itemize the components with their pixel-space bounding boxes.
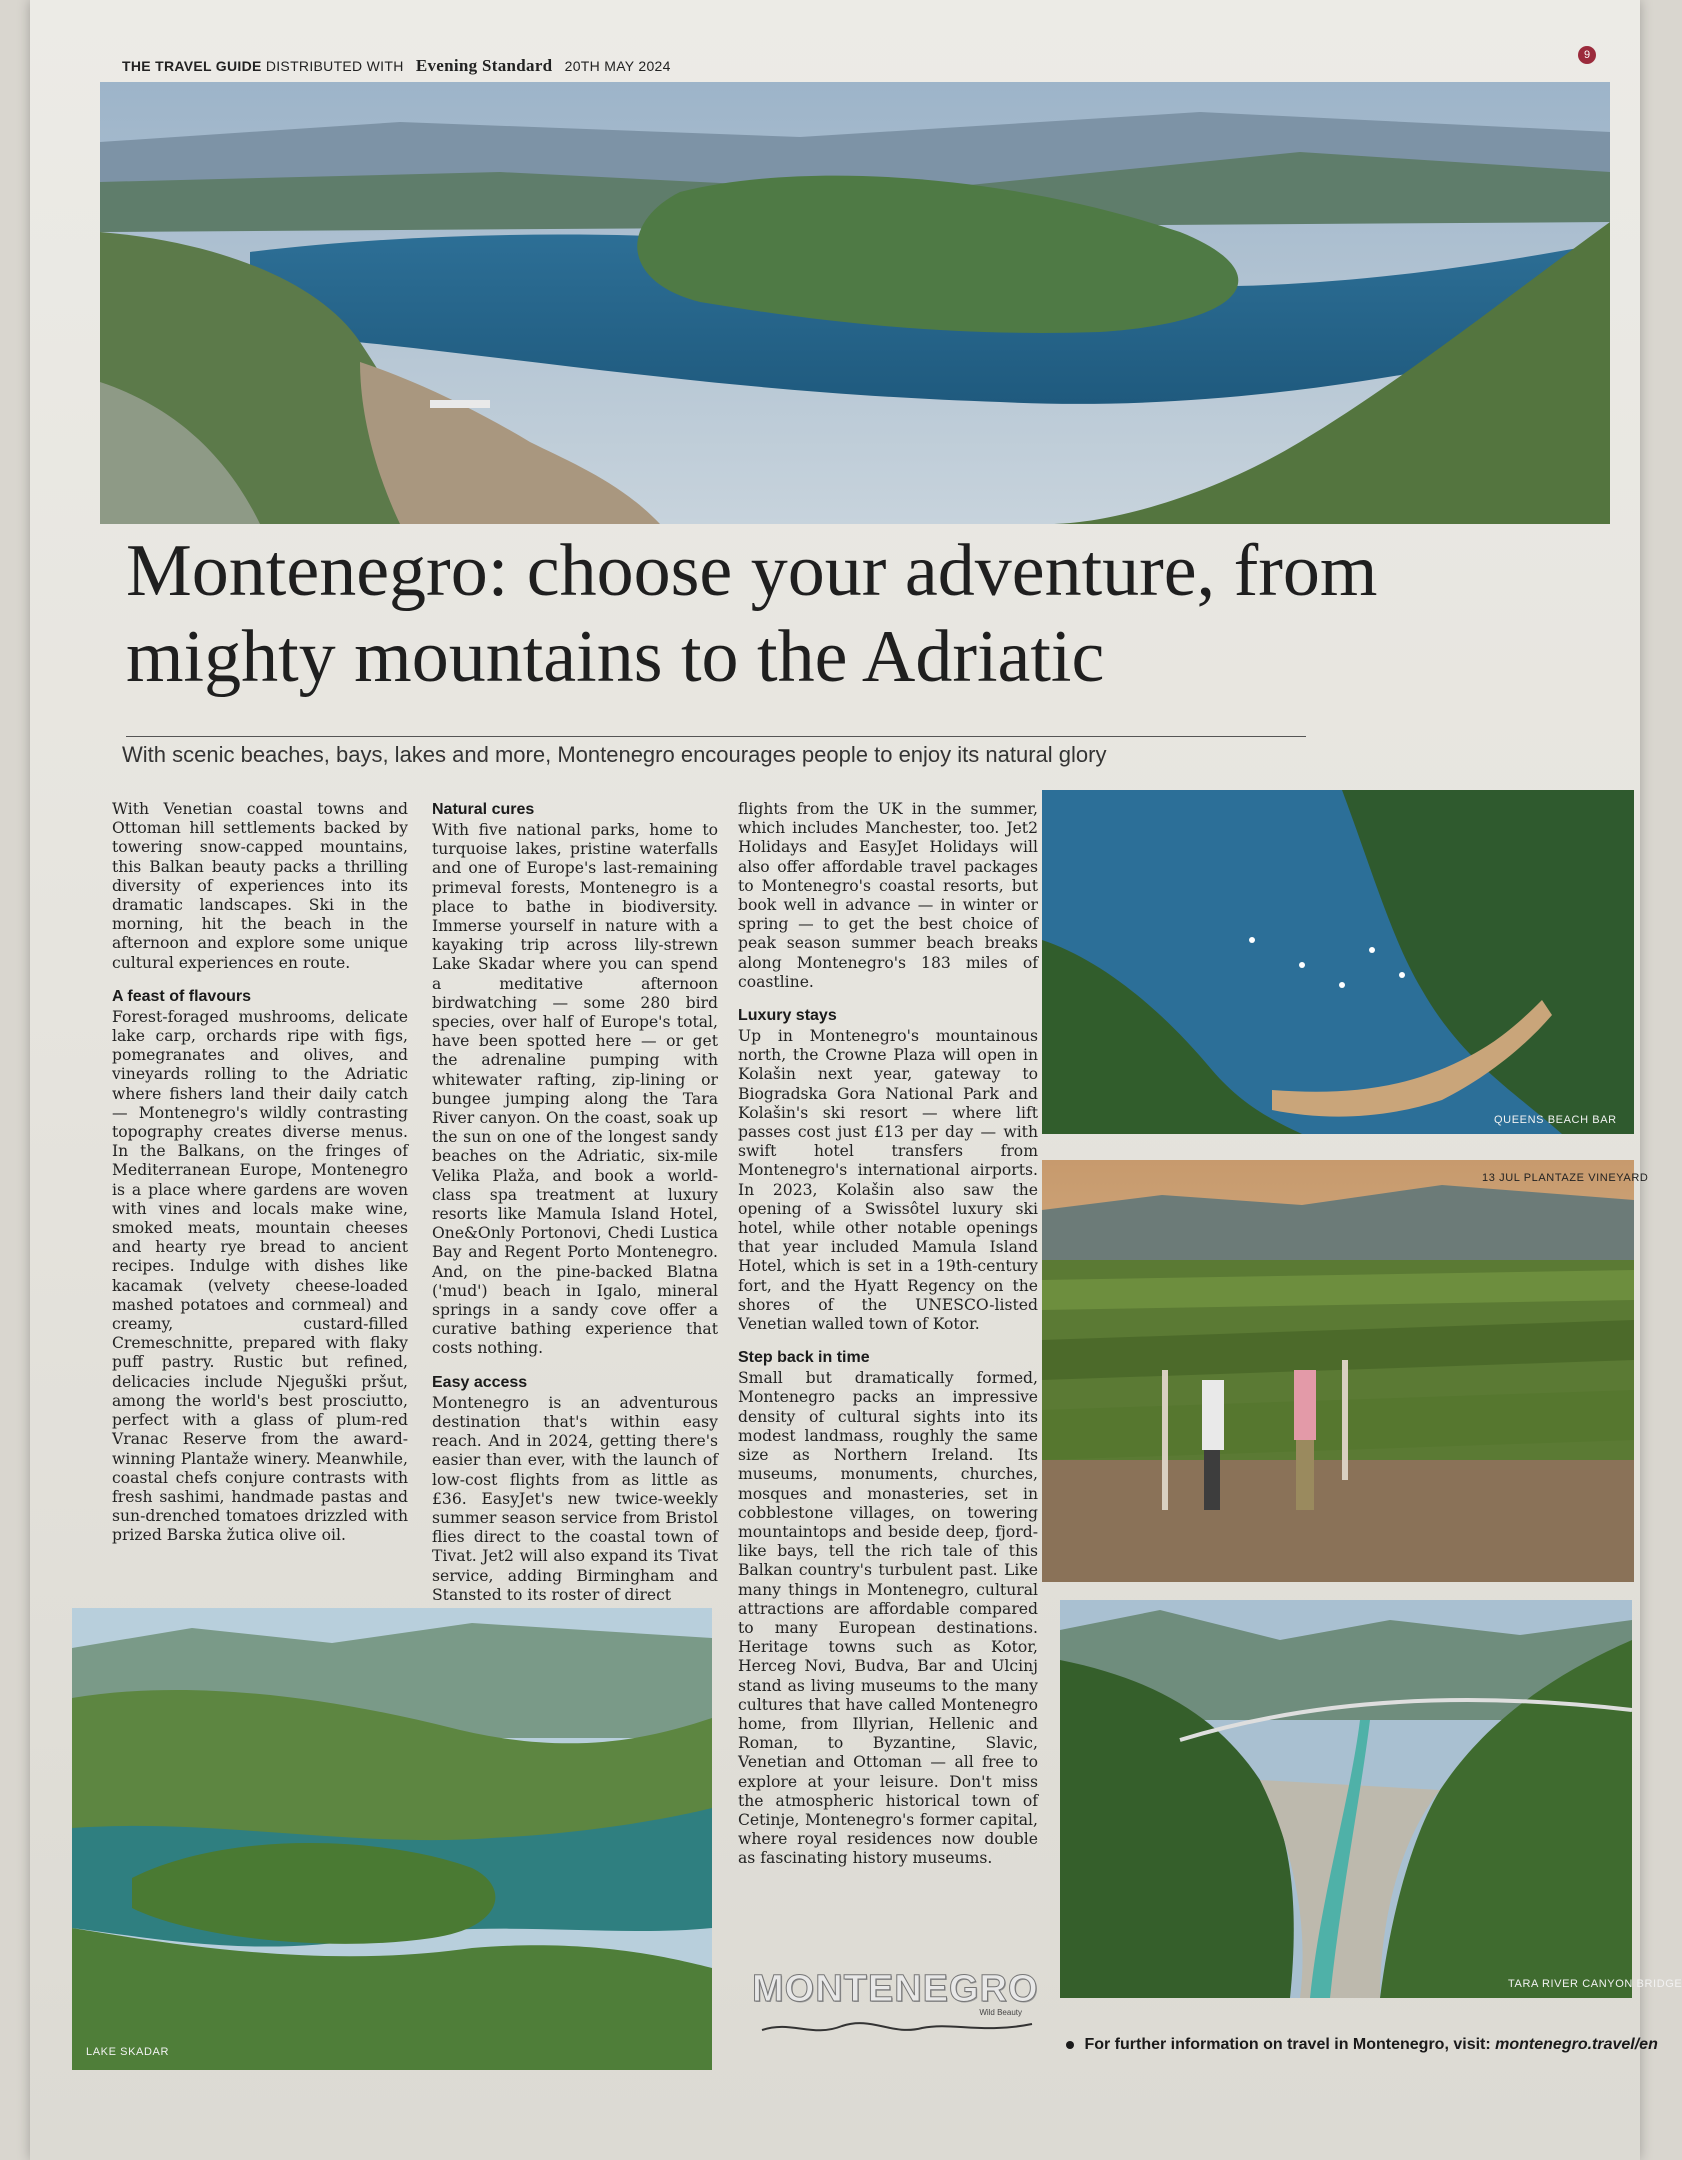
- caption-lake-skadar: LAKE SKADAR: [86, 2046, 170, 2058]
- standfirst: With scenic beaches, bays, lakes and more, Montenegro encourages people to enjoy its natural glory: [122, 742, 1107, 767]
- bullet-icon: [1066, 2041, 1074, 2049]
- luxury-stays-paragraph: Up in Montenegro's mountainous north, the Crowne Plaza will open in Kolašin next year, gateway to Biogradska Gora National Park and Kolašin's ski resort — where lift passes cost just £13 per day — with swift hotel transfers from Montenegro's international airports. In 2023, Kolašin also saw the opening of a Swissôtel luxury ski hotel, while other notable openings that year included Mamula Island Hotel, which is set in a 19th-century fort, and the Hyatt Regency on the shores of the UNESCO-listed Venetian walled town of Kotor.: [738, 1027, 1038, 1334]
- intro-paragraph: With Venetian coastal towns and Ottoman hill settlements backed by towering snow-capped mountains, this Balkan beauty packs a thrilling diversity of experiences into its dramatic landscapes. Ski in the morning, hit the beach in the afternoon and explore some unique cultural experiences en route.: [112, 800, 408, 972]
- photo-plantaze-vineyard: [1042, 1160, 1634, 1582]
- step-back-paragraph: Small but dramatically formed, Montenegro packs an impressive density of cultural sights into its modest landmass, roughly the same size as Northern Ireland. Its museums, monuments, churches, mosques and monasteries, set in cobblestone villages, on towering mountaintops and beside deep, fjord-like bays, tell the rich tale of this Balkan country's turbulent past. Like many things in Montenegro, cultural attractions are affordable compared to many European destinations. Heritage towns such as Kotor, Herceg Novi, Budva, Bar and Ulcinj stand as living museums to the many cultures that have called Montenegro home, from Illyrian, Hellenic and Roman, to Byzantine, Slavic, Venetian and Ottoman — all free to explore at your leisure. Don't miss the atmospheric historical town of Cetinje, Montenegro's former capital, where royal residences now double as fascinating history museums.: [738, 1369, 1038, 1868]
- newspaper-page: [30, 0, 1682, 2160]
- caption-tara-river-canyon-bridge: TARA RIVER CANYON BRIDGE: [1508, 1978, 1682, 1990]
- flights-paragraph: flights from the UK in the summer, which includes Manchester, too. Jet2 Holidays and EasyJet Holidays will also offer affordable travel packages to Montenegro's coastal resorts, but book well in advance — in winter or spring — to get the best choice of peak season summer beach breaks along Montenegro's 183 miles of coastline.: [738, 800, 1038, 991]
- footer-info: [1066, 2036, 1658, 2054]
- article-column-1: [112, 800, 408, 1546]
- feast-paragraph: Forest-foraged mushrooms, delicate lake carp, orchards ripe with figs, pomegranates and olives, and vineyards rolling to the Adriatic where fishers land their daily catch — Montenegro's wildly contrasting topography creates diverse menus. In the Balkans, on the fringes of Mediterranean Europe, Montenegro is a place where gardens are woven with vines and locals make wine, smoked meats, mountain cheeses and hearty rye bread to ancient recipes. Indulge with dishes like kacamak (velvety cheese-loaded mashed potatoes and cornmeal) and creamy, custard-filled Cremeschnitte, prepared with flaky puff pastry. Rustic but refined, delicacies include Njeguški pršut, among the world's best prosciutto, perfect with a glass of plum-red Vranac Reserve from the award-winning Plantaže winery. Meanwhile, coastal chefs conjure contrasts with fresh sashimi, handmade pastas and sun-drenched tomatoes drizzled with prized Barska žutica olive oil.: [112, 1007, 408, 1545]
- subheading-step-back-in-time: Step back in time: [738, 1349, 870, 1367]
- montenegro-logo: [752, 1968, 1042, 2044]
- hero-photo-bay-of-kotor: [100, 82, 1610, 524]
- article-column-3: [738, 800, 1038, 1869]
- issue-date: 20TH MAY 2024: [564, 58, 671, 74]
- natural-cures-paragraph: With five national parks, home to turquoise lakes, pristine waterfalls and one of Europe's last-remaining primeval forests, Montenegro is a place to bathe in biodiversity. Immerse yourself in nature with a kayaking trip across lily-strewn Lake Skadar where you can spend a meditative afternoon birdwatching — some 280 bird species, over half of Europe's total, have been spotted here — or get the adrenaline pumping with whitewater rafting, zip-lining or bungee jumping along the Tara River canyon. On the coast, soak up the sun on one of the longest sandy beaches on the Adriatic, six-mile Velika Plaža, and book a world-class spa treatment at luxury resorts like Mamula Island Hotel, One&Only Portonovi, Chedi Lustica Bay and Regent Porto Montenegro. And, on the pine-backed Blatna ('mud') beach in Igalo, mineral springs in a sandy cove offer a curative bathing experience that costs nothing.: [432, 821, 718, 1358]
- subheading-natural-cures: Natural cures: [432, 801, 535, 818]
- footer-url[interactable]: montenegro.travel/en: [1495, 2036, 1658, 2053]
- distributed-label: DISTRIBUTED WITH: [265, 58, 404, 74]
- logo-tagline: Wild Beauty: [979, 2008, 1022, 2017]
- footer-text: For further information on travel in Montenegro, visit:: [1084, 2036, 1491, 2053]
- photo-lake-skadar: [72, 1608, 712, 2070]
- headline: Montenegro: choose your adventure, from mighty mountains to the Adriatic: [126, 530, 1378, 698]
- caption-plantaze-vineyard: 13 JUL PLANTAZE VINEYARD: [1482, 1172, 1649, 1184]
- article-column-2: [432, 800, 718, 1605]
- logo-wordmark: MONTENEGRO: [752, 1968, 1039, 2010]
- subheading-easy-access: Easy access: [432, 1373, 528, 1391]
- section-label: THE TRAVEL GUIDE: [122, 58, 262, 74]
- easy-access-paragraph: Montenegro is an adventurous destination that's within easy reach. And in 2024, getting there's easier than ever, with the launch of low-cost flights from as little as £36. EasyJet's new twice-weekly summer season service from Bristol flies direct to the coastal town of Tivat. Jet2 will also expand its Tivat service, adding Birmingham and Stansted to its roster of direct: [432, 1393, 718, 1604]
- paper-name: Evening Standard: [415, 56, 553, 75]
- photo-queens-beach: [1042, 790, 1634, 1134]
- signature-icon: [762, 2016, 1032, 2040]
- photo-tara-river-canyon-bridge: [1060, 1600, 1632, 1998]
- caption-queens-beach: QUEENS BEACH BAR: [1494, 1114, 1617, 1126]
- masthead: [122, 56, 671, 76]
- subheading-luxury-stays: Luxury stays: [738, 1007, 837, 1025]
- subheading-feast-of-flavours: A feast of flavours: [112, 987, 251, 1005]
- headline-rule: [126, 736, 1306, 737]
- page-number: 9: [1578, 46, 1596, 64]
